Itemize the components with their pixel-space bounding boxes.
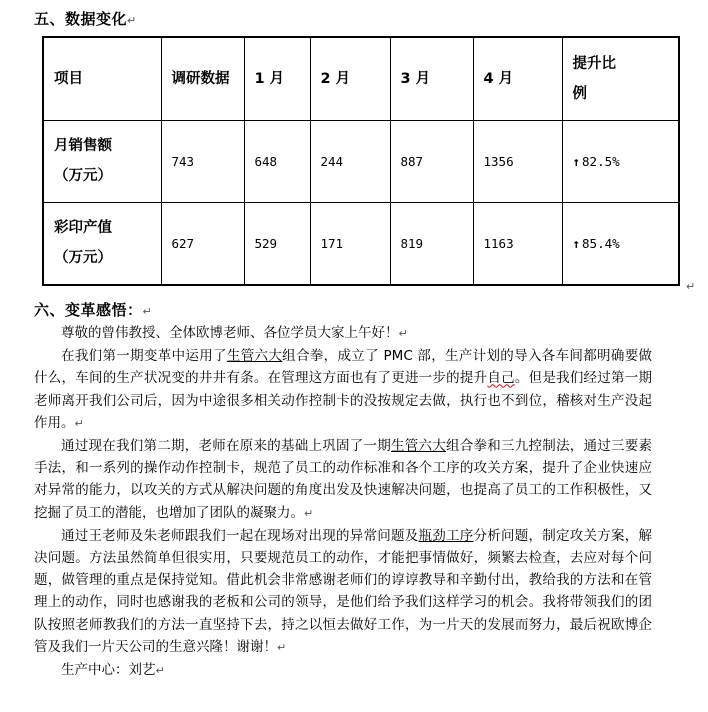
- paragraph: [34, 345, 652, 435]
- table-cell: 1356: [473, 120, 562, 202]
- text-run: 通过现在我们第二期，老师在原来的基础上巩固了一期: [61, 438, 391, 455]
- paragraph-mark-icon: ↵: [304, 506, 314, 520]
- text-run: 组合拳和三九控制法，通过三要素手法，和一系列的操作动作控制卡，规范了员工的动作标准和各个工序的攻关方案，提升了企业快速应对异常的能力，以攻关的方式从解决问题的角度出发及快速解决问题，也提高了员工的工作积极性，又挖掘了员工的潜能，也增加了团队的凝聚力。: [34, 438, 652, 521]
- header-cell-increase: 提升比例: [562, 37, 679, 120]
- table-cell: 627: [161, 202, 244, 285]
- up-arrow-icon: ↑: [572, 153, 581, 169]
- text-run: 。但是我们经过第一期老师离开我们公司后，因为中途很多相关动作控制卡的没按规定去做，执行也不到位，稽核对生产没起作用。: [34, 370, 653, 431]
- spellcheck-flagged-word: 自己: [487, 370, 515, 387]
- paragraph-mark-icon: ↵: [142, 305, 153, 318]
- increase-cell: ↑ 82.5%: [562, 120, 679, 202]
- table-header-row: [43, 37, 679, 120]
- row-label: 彩印产值 （万元）: [43, 202, 161, 285]
- underlined-term: 生管六大: [391, 438, 446, 455]
- paragraph: [34, 435, 652, 525]
- table-cell: 171: [310, 202, 390, 285]
- up-arrow-icon: ↑: [572, 235, 581, 251]
- section-6-heading: 六、变革感悟：↵: [34, 301, 153, 319]
- paragraph-mark-icon: ↵: [277, 640, 287, 654]
- section-5-heading: 五、数据变化↵: [34, 10, 137, 28]
- table-cell: 1163: [473, 202, 562, 285]
- header-cell-apr: 4 月: [473, 37, 562, 120]
- underlined-term: 瓶劲工序: [418, 527, 474, 544]
- header-cell-item: 项目: [43, 37, 161, 120]
- header-cell-jan: 1 月: [244, 37, 310, 120]
- paragraph-mark-icon: ↵: [127, 14, 137, 27]
- table-cell: 244: [310, 120, 390, 202]
- text-run: 通过王老师及朱老师跟我们一起在现场对出现的异常问题及: [61, 527, 419, 544]
- table-cell: 529: [244, 202, 310, 285]
- text-run: 组合拳，成立了 PMC 部，生产计划的导入各车间都明确要做什么，车间的生产状况变的井井有条。在管理这方面也有了更进一步的提升: [34, 348, 653, 387]
- increase-cell: ↑ 85.4%: [562, 202, 679, 285]
- row-label: 月销售额 （万元）: [43, 120, 161, 202]
- header-cell-mar: 3 月: [390, 37, 473, 120]
- paragraph-mark-icon: ↵: [686, 280, 696, 293]
- table-cell: 887: [390, 120, 473, 202]
- header-cell-feb: 2 月: [310, 37, 390, 120]
- table-row: [43, 120, 679, 202]
- table-cell: 819: [390, 202, 473, 285]
- paragraph-mark-icon: ↵: [398, 327, 408, 340]
- underlined-term: 生管六大: [226, 348, 283, 365]
- paragraph: [34, 322, 652, 345]
- data-table: [42, 36, 680, 286]
- text-run: 分析问题，制定攻关方案，解决问题。方法虽然简单但很实用，只要规范员工的动作，才能把事情做好，频繁去检查，去应对每个问题，做管理的重点是保持觉知。借此机会非常感谢老师们的谆谆教导和辛勤付出，教给我的方法和在管理上的动作，同时也感谢我的老板和公司的领导，是他们给予我们这样学习的机会。我将带领我们的团队按照老师教我们的方法一直坚持下去，持之以恒去做好工作，为一片天的发展而努力，最后祝欧博企管及我们一片天公司的生意兴隆！谢谢！: [34, 527, 652, 655]
- header-cell-survey: 调研数据: [161, 37, 244, 120]
- table-cell: 648: [244, 120, 310, 202]
- text-run: 在我们第一期变革中运用了: [61, 348, 227, 365]
- text-run: 尊敬的曾伟教授、全体欧博老师、各位学员大家上午好！: [61, 325, 399, 341]
- paragraph: [34, 525, 652, 659]
- text-run: 生产中心：刘艺: [61, 662, 156, 679]
- paragraph-mark-icon: ↵: [155, 664, 165, 678]
- table-row: [43, 202, 679, 285]
- table-cell: 743: [161, 120, 244, 202]
- paragraph-mark-icon: ↵: [74, 416, 84, 430]
- document-body: [34, 322, 652, 682]
- paragraph: [34, 659, 652, 682]
